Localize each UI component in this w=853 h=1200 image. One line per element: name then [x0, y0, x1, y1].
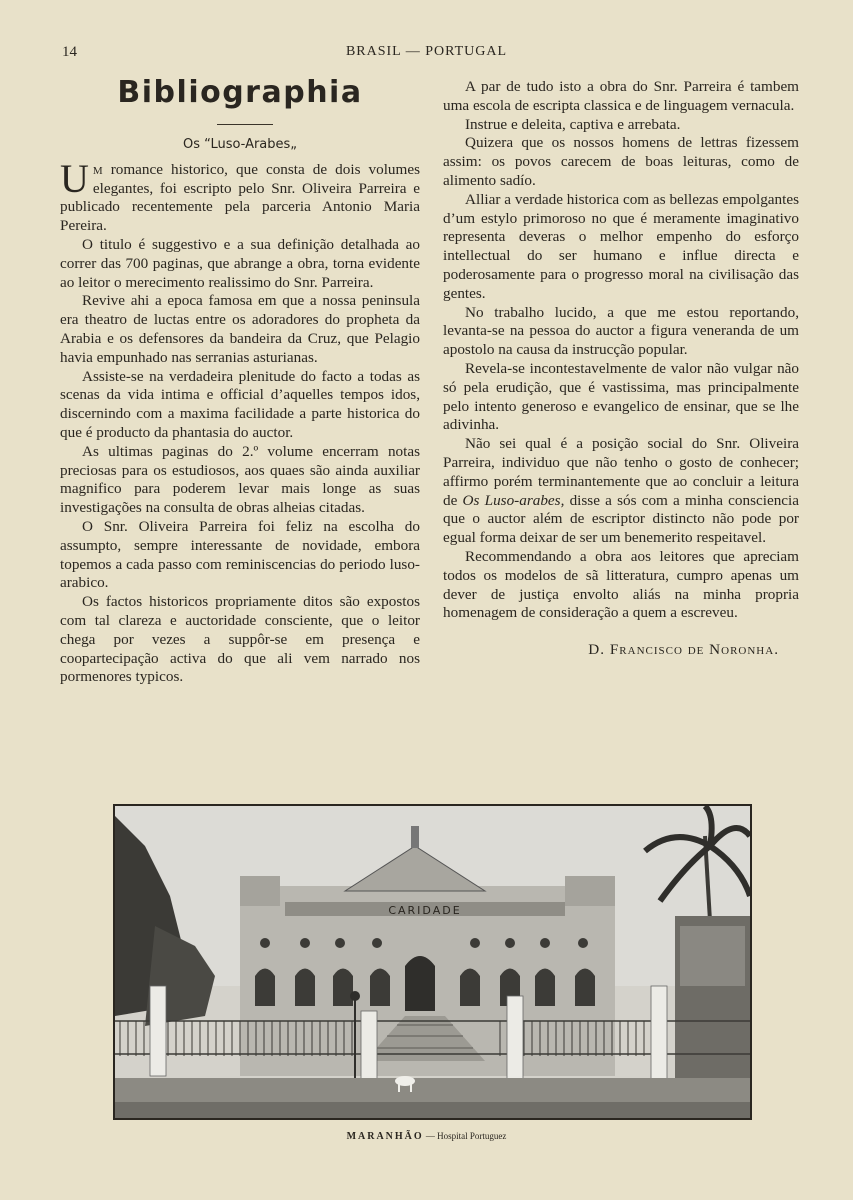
hospital-photo: [113, 804, 752, 1120]
author-signature: D. Francisco de Noronha.: [588, 641, 779, 659]
paragraph: Recommendando a obra aos leitores que apreciam todos os modelos de sã litteratura, cumpro apenas um dever de justiça envolto aliás na minha propria homenagem de consideração a quem a escreveu.: [443, 547, 799, 622]
paragraph: Os factos historicos propriamente ditos são expostos com tal clareza e auctoridade consciente, que o leitor chega por vezes a suppôr-se em presença e coopartecipação activa do que ali vem narrado nos pormenores typicos.: [60, 593, 420, 686]
paragraph: Quizera que os nossos homens de lettras fizessem assim: os povos carecem de boas leituras, como de alimento sadío.: [443, 134, 799, 189]
paragraph: [443, 435, 799, 548]
paragraph-text: Não sei qual é a posição social do Snr. Oliveira Parreira, individuo que não tenho o gosto de conhecer; affirmo porém terminantemente que ao concluir a leitura de: [443, 435, 799, 509]
left-column: [60, 72, 420, 687]
paragraph: Revive ahi a epoca famosa em que a nossa peninsula era theatro de luctas entre os adoradores do propheta da Arabia e os defensores da bandeira da Cruz, que Pelagio havia empunhado nas serranias asturianas.: [60, 292, 420, 366]
right-column: [443, 78, 799, 660]
paragraph: O titulo é suggestivo e a sua definição detalhada ao correr das 700 paginas, que abrange a obra, torna evidente ao leitor o merecimento realissimo do Snr. Parreira.: [60, 235, 420, 291]
book-title: Os Luso-arabes,: [462, 491, 565, 509]
paragraph: Revela-se incontestavelmente de valor não vulgar não só pela erudição, que é vastissima, mas principalmente pelo intento generoso e evangelico de ensinar, que se lhe adivinha.: [443, 359, 799, 434]
drop-cap: U: [60, 155, 89, 201]
first-word: m: [92, 160, 103, 178]
building-sign: CARIDADE: [388, 904, 462, 917]
paragraph: Instrue e deleita, captiva e arrebata.: [465, 115, 681, 133]
first-paragraph: [60, 155, 420, 236]
caption-text: — Hospital Portuguez: [423, 1131, 507, 1141]
paragraph: As ultimas paginas do 2.º volume encerram notas preciosas para os estudiosos, aos quaes são ainda auxiliar magnifico para poderem levar mais longe as suas investigações na consulta de obras alheias citadas.: [60, 442, 420, 517]
photo-caption: [0, 1131, 853, 1142]
paragraph: No trabalho lucido, a que me estou reportando, levanta-se na pessoa do auctor a figura veneranda de um apostolo na causa da instrucção popular.: [443, 303, 799, 359]
caption-place: MARANHÃO: [346, 1131, 424, 1142]
section-title: Bibliographia: [117, 75, 363, 110]
paragraph: O Snr. Oliveira Parreira foi feliz na escolha do assumpto, sempre interessante de novidade, embora topemos a cada passo com reminiscencias do periodo luso-arabico.: [60, 517, 420, 592]
paragraph-text: disse a sós com a minha consciencia que o auctor além de escriptor distincto não pode por egual forma deixar de ser um benemerito respeitavel.: [443, 491, 800, 547]
paragraph: Assiste-se na verdadeira plenitude do facto a todas as scenas da vida intima e official d’aquelles tempos idos, discernindo com a maxima facilidade a parte historica do que é producto da phantasia do auctor.: [60, 367, 420, 441]
first-paragraph-text: romance historico, que consta de dois volumes elegantes, foi escripto pelo Snr. Oliveira Parreira e publicado recentemente pela parceria Antonio Maria Pereira.: [60, 160, 420, 235]
page-number: 14: [62, 44, 77, 60]
paragraph: A par de tudo isto a obra do Snr. Parreira é tambem uma escola de escripta classica e de linguagem vernacula.: [443, 78, 799, 114]
running-head: BRASIL — PORTUGAL: [345, 44, 508, 59]
paragraph: Alliar a verdade historica com as bellezas empolgantes d’um estylo primoroso no que é meramente imaginativo representa deveras o melhor empenho do esforço intellectual do ser humano e influe directa e poderosamente para o progresso moral na civilisação das gentes.: [443, 190, 799, 302]
article-subtitle: Os “Luso-Arabes„: [60, 136, 420, 155]
